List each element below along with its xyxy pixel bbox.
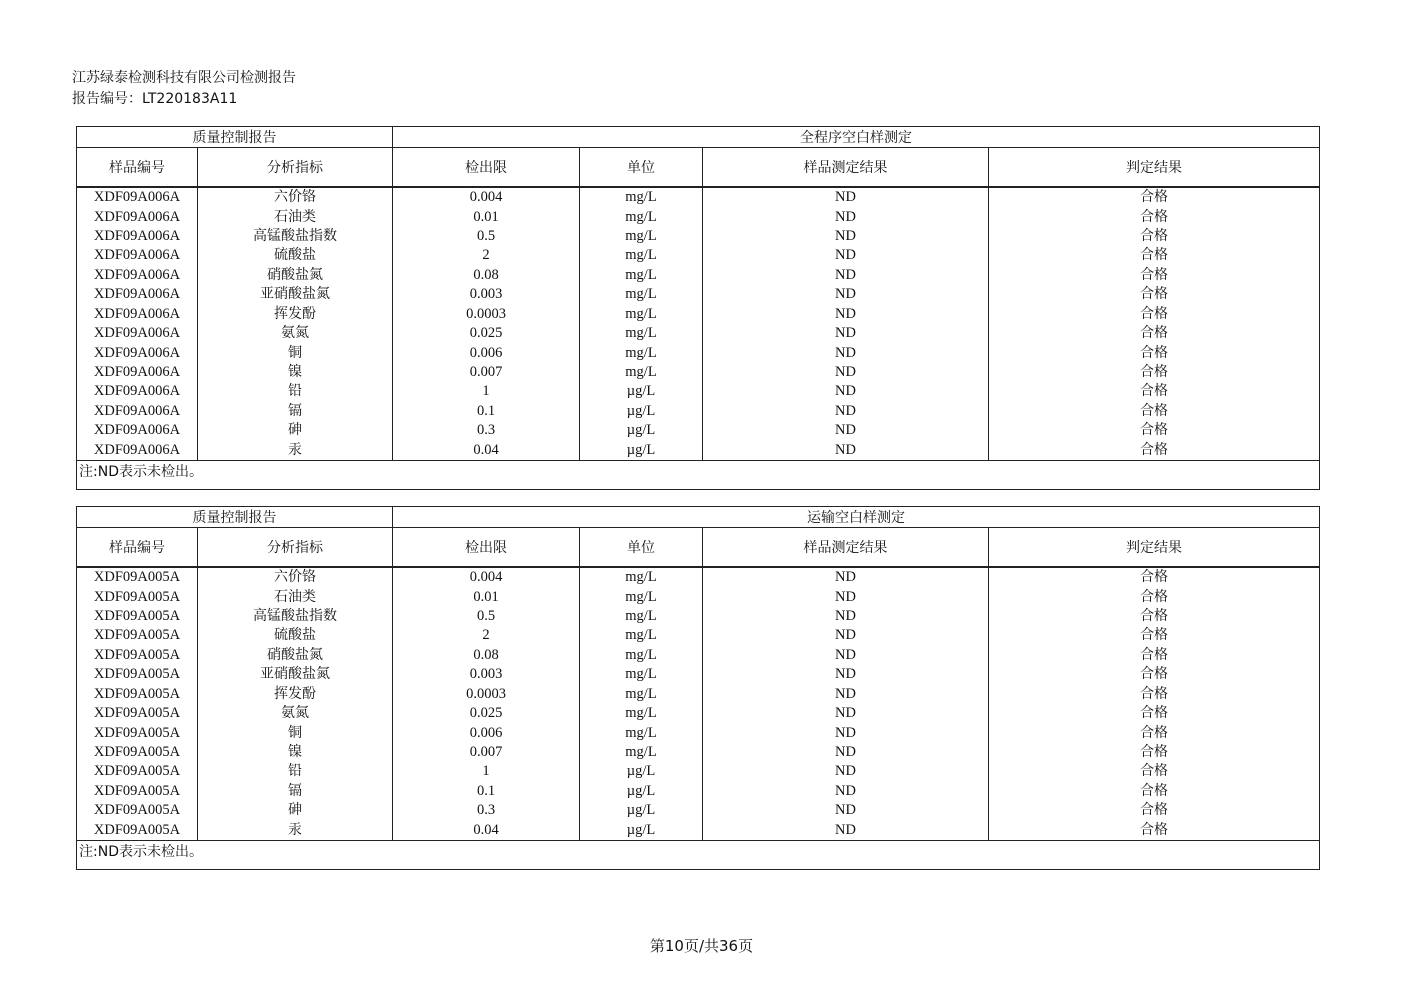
qc-report-title: 质量控制报告	[77, 127, 393, 148]
result-cell: ND	[703, 782, 989, 801]
analyte-cell: 氨氮	[198, 324, 393, 343]
result-cell: ND	[703, 665, 989, 684]
unit-cell: mg/L	[580, 207, 703, 226]
judgement-cell: 合格	[989, 587, 1320, 606]
analyte-cell: 汞	[198, 820, 393, 840]
result-cell: ND	[703, 743, 989, 762]
sample-id-cell: XDF09A006A	[77, 421, 198, 440]
col-detection-limit: 检出限	[393, 528, 580, 568]
result-cell: ND	[703, 187, 989, 207]
unit-cell: mg/L	[580, 227, 703, 246]
sample-id-cell: XDF09A005A	[77, 762, 198, 781]
unit-cell: µg/L	[580, 782, 703, 801]
analyte-cell: 硫酸盐	[198, 246, 393, 265]
judgement-cell: 合格	[989, 227, 1320, 246]
unit-cell: mg/L	[580, 685, 703, 704]
col-sample-id: 样品编号	[77, 148, 198, 188]
unit-cell: µg/L	[580, 820, 703, 840]
sample-id-cell: XDF09A005A	[77, 820, 198, 840]
table-row	[77, 646, 1320, 665]
result-cell: ND	[703, 685, 989, 704]
detection-limit-cell: 0.0003	[393, 305, 580, 324]
table-row	[77, 305, 1320, 324]
sample-id-cell: XDF09A005A	[77, 801, 198, 820]
detection-limit-cell: 0.006	[393, 343, 580, 362]
col-judgement: 判定结果	[989, 528, 1320, 568]
detection-limit-cell: 0.025	[393, 324, 580, 343]
table-row	[77, 762, 1320, 781]
detection-limit-cell: 0.04	[393, 440, 580, 460]
judgement-cell: 合格	[989, 723, 1320, 742]
unit-cell: µg/L	[580, 421, 703, 440]
analyte-cell: 挥发酚	[198, 305, 393, 324]
title-row	[77, 127, 1320, 148]
company-report-title: 江苏绿泰检测科技有限公司检测报告	[72, 70, 296, 86]
analyte-cell: 铅	[198, 762, 393, 781]
result-cell: ND	[703, 820, 989, 840]
test-title: 运输空白样测定	[393, 507, 1320, 528]
qc-table-section-procedure-blank	[0, 126, 1403, 490]
col-analyte: 分析指标	[198, 148, 393, 188]
judgement-cell: 合格	[989, 440, 1320, 460]
result-cell: ND	[703, 266, 989, 285]
detection-limit-cell: 0.04	[393, 820, 580, 840]
detection-limit-cell: 0.003	[393, 285, 580, 304]
analyte-cell: 铜	[198, 723, 393, 742]
unit-cell: mg/L	[580, 305, 703, 324]
analyte-cell: 镉	[198, 782, 393, 801]
table-row	[77, 743, 1320, 762]
table-row	[77, 207, 1320, 226]
detection-limit-cell: 0.01	[393, 587, 580, 606]
table-row	[77, 440, 1320, 460]
analyte-cell: 硝酸盐氮	[198, 266, 393, 285]
table-row	[77, 801, 1320, 820]
judgement-cell: 合格	[989, 402, 1320, 421]
judgement-cell: 合格	[989, 246, 1320, 265]
sample-id-cell: XDF09A005A	[77, 665, 198, 684]
analyte-cell: 砷	[198, 801, 393, 820]
judgement-cell: 合格	[989, 343, 1320, 362]
result-cell: ND	[703, 440, 989, 460]
result-cell: ND	[703, 607, 989, 626]
judgement-cell: 合格	[989, 782, 1320, 801]
table-row	[77, 685, 1320, 704]
judgement-cell: 合格	[989, 646, 1320, 665]
result-cell: ND	[703, 704, 989, 723]
table-row	[77, 782, 1320, 801]
qc-table	[76, 126, 1320, 490]
sample-id-cell: XDF09A006A	[77, 207, 198, 226]
analyte-cell: 亚硝酸盐氮	[198, 665, 393, 684]
sample-id-cell: XDF09A006A	[77, 305, 198, 324]
judgement-cell: 合格	[989, 626, 1320, 645]
judgement-cell: 合格	[989, 285, 1320, 304]
detection-limit-cell: 0.3	[393, 801, 580, 820]
judgement-cell: 合格	[989, 820, 1320, 840]
result-cell: ND	[703, 227, 989, 246]
judgement-cell: 合格	[989, 762, 1320, 781]
result-cell: ND	[703, 723, 989, 742]
unit-cell: mg/L	[580, 626, 703, 645]
judgement-cell: 合格	[989, 685, 1320, 704]
sample-id-cell: XDF09A005A	[77, 587, 198, 606]
sample-id-cell: XDF09A006A	[77, 343, 198, 362]
detection-limit-cell: 0.5	[393, 607, 580, 626]
result-cell: ND	[703, 324, 989, 343]
judgement-cell: 合格	[989, 363, 1320, 382]
table-header	[77, 507, 1320, 568]
judgement-cell: 合格	[989, 207, 1320, 226]
detection-limit-cell: 0.01	[393, 207, 580, 226]
table-body	[77, 567, 1320, 841]
detection-limit-cell: 0.006	[393, 723, 580, 742]
table-row	[77, 665, 1320, 684]
detection-limit-cell: 0.007	[393, 363, 580, 382]
unit-cell: µg/L	[580, 440, 703, 460]
analyte-cell: 六价铬	[198, 187, 393, 207]
detection-limit-cell: 2	[393, 246, 580, 265]
result-cell: ND	[703, 382, 989, 401]
table-row	[77, 227, 1320, 246]
detection-limit-cell: 0.007	[393, 743, 580, 762]
detection-limit-cell: 0.003	[393, 665, 580, 684]
unit-cell: µg/L	[580, 382, 703, 401]
sample-id-cell: XDF09A005A	[77, 607, 198, 626]
note-row	[77, 461, 1320, 490]
detection-limit-cell: 0.025	[393, 704, 580, 723]
judgement-cell: 合格	[989, 743, 1320, 762]
table-row	[77, 421, 1320, 440]
sample-id-cell: XDF09A005A	[77, 704, 198, 723]
result-cell: ND	[703, 207, 989, 226]
unit-cell: mg/L	[580, 646, 703, 665]
result-cell: ND	[703, 343, 989, 362]
analyte-cell: 硝酸盐氮	[198, 646, 393, 665]
table-row	[77, 187, 1320, 207]
analyte-cell: 砷	[198, 421, 393, 440]
col-result: 样品测定结果	[703, 528, 989, 568]
judgement-cell: 合格	[989, 704, 1320, 723]
judgement-cell: 合格	[989, 665, 1320, 684]
result-cell: ND	[703, 285, 989, 304]
unit-cell: mg/L	[580, 266, 703, 285]
table-row	[77, 266, 1320, 285]
unit-cell: mg/L	[580, 665, 703, 684]
table-footer	[77, 461, 1320, 490]
sample-id-cell: XDF09A006A	[77, 382, 198, 401]
sample-id-cell: XDF09A006A	[77, 246, 198, 265]
col-sample-id: 样品编号	[77, 528, 198, 568]
test-title: 全程序空白样测定	[393, 127, 1320, 148]
page-number: 第10页/共36页	[649, 937, 754, 955]
sample-id-cell: XDF09A005A	[77, 646, 198, 665]
sample-id-cell: XDF09A006A	[77, 440, 198, 460]
analyte-cell: 六价铬	[198, 567, 393, 587]
note-row	[77, 841, 1320, 870]
col-unit: 单位	[580, 528, 703, 568]
col-detection-limit: 检出限	[393, 148, 580, 188]
unit-cell: mg/L	[580, 743, 703, 762]
sample-id-cell: XDF09A005A	[77, 782, 198, 801]
table-row	[77, 246, 1320, 265]
sample-id-cell: XDF09A005A	[77, 567, 198, 587]
result-cell: ND	[703, 363, 989, 382]
table-row	[77, 587, 1320, 606]
judgement-cell: 合格	[989, 801, 1320, 820]
detection-limit-cell: 0.08	[393, 266, 580, 285]
col-analyte: 分析指标	[198, 528, 393, 568]
title-row	[77, 507, 1320, 528]
table-row	[77, 363, 1320, 382]
result-cell: ND	[703, 421, 989, 440]
column-header-row	[77, 528, 1320, 568]
sample-id-cell: XDF09A006A	[77, 324, 198, 343]
unit-cell: mg/L	[580, 363, 703, 382]
sample-id-cell: XDF09A006A	[77, 266, 198, 285]
detection-limit-cell: 0.3	[393, 421, 580, 440]
analyte-cell: 铜	[198, 343, 393, 362]
table-row	[77, 324, 1320, 343]
sample-id-cell: XDF09A005A	[77, 626, 198, 645]
analyte-cell: 硫酸盐	[198, 626, 393, 645]
detection-limit-cell: 1	[393, 382, 580, 401]
result-cell: ND	[703, 626, 989, 645]
sample-id-cell: XDF09A006A	[77, 227, 198, 246]
sample-id-cell: XDF09A006A	[77, 285, 198, 304]
analyte-cell: 高锰酸盐指数	[198, 607, 393, 626]
detection-limit-cell: 0.1	[393, 782, 580, 801]
table-row	[77, 607, 1320, 626]
unit-cell: mg/L	[580, 246, 703, 265]
unit-cell: mg/L	[580, 324, 703, 343]
judgement-cell: 合格	[989, 607, 1320, 626]
table-row	[77, 402, 1320, 421]
sample-id-cell: XDF09A005A	[77, 743, 198, 762]
judgement-cell: 合格	[989, 324, 1320, 343]
analyte-cell: 镍	[198, 363, 393, 382]
col-unit: 单位	[580, 148, 703, 188]
judgement-cell: 合格	[989, 187, 1320, 207]
result-cell: ND	[703, 646, 989, 665]
sample-id-cell: XDF09A005A	[77, 685, 198, 704]
result-cell: ND	[703, 801, 989, 820]
analyte-cell: 铅	[198, 382, 393, 401]
analyte-cell: 氨氮	[198, 704, 393, 723]
table-note: 注:ND表示未检出。	[77, 841, 1320, 870]
col-judgement: 判定结果	[989, 148, 1320, 188]
judgement-cell: 合格	[989, 421, 1320, 440]
qc-table	[76, 506, 1320, 870]
qc-report-title: 质量控制报告	[77, 507, 393, 528]
unit-cell: mg/L	[580, 607, 703, 626]
analyte-cell: 石油类	[198, 587, 393, 606]
judgement-cell: 合格	[989, 266, 1320, 285]
unit-cell: µg/L	[580, 762, 703, 781]
unit-cell: mg/L	[580, 567, 703, 587]
qc-table-section-transport-blank	[0, 506, 1403, 870]
table-row	[77, 626, 1320, 645]
unit-cell: mg/L	[580, 285, 703, 304]
analyte-cell: 高锰酸盐指数	[198, 227, 393, 246]
unit-cell: µg/L	[580, 801, 703, 820]
judgement-cell: 合格	[989, 382, 1320, 401]
report-number: 报告编号：LT220183A11	[72, 91, 238, 107]
analyte-cell: 镍	[198, 743, 393, 762]
sample-id-cell: XDF09A006A	[77, 363, 198, 382]
table-row	[77, 820, 1320, 840]
table-footer	[77, 841, 1320, 870]
detection-limit-cell: 0.0003	[393, 685, 580, 704]
unit-cell: mg/L	[580, 704, 703, 723]
result-cell: ND	[703, 402, 989, 421]
detection-limit-cell: 1	[393, 762, 580, 781]
detection-limit-cell: 0.5	[393, 227, 580, 246]
unit-cell: µg/L	[580, 402, 703, 421]
sample-id-cell: XDF09A006A	[77, 187, 198, 207]
detection-limit-cell: 0.1	[393, 402, 580, 421]
unit-cell: mg/L	[580, 187, 703, 207]
analyte-cell: 石油类	[198, 207, 393, 226]
table-row	[77, 285, 1320, 304]
result-cell: ND	[703, 246, 989, 265]
table-row	[77, 723, 1320, 742]
detection-limit-cell: 0.004	[393, 567, 580, 587]
detection-limit-cell: 0.004	[393, 187, 580, 207]
analyte-cell: 汞	[198, 440, 393, 460]
detection-limit-cell: 0.08	[393, 646, 580, 665]
judgement-cell: 合格	[989, 567, 1320, 587]
unit-cell: mg/L	[580, 723, 703, 742]
table-row	[77, 567, 1320, 587]
unit-cell: mg/L	[580, 587, 703, 606]
column-header-row	[77, 148, 1320, 188]
table-note: 注:ND表示未检出。	[77, 461, 1320, 490]
analyte-cell: 镉	[198, 402, 393, 421]
detection-limit-cell: 2	[393, 626, 580, 645]
analyte-cell: 挥发酚	[198, 685, 393, 704]
col-result: 样品测定结果	[703, 148, 989, 188]
sample-id-cell: XDF09A005A	[77, 723, 198, 742]
result-cell: ND	[703, 567, 989, 587]
analyte-cell: 亚硝酸盐氮	[198, 285, 393, 304]
table-row	[77, 704, 1320, 723]
unit-cell: mg/L	[580, 343, 703, 362]
sample-id-cell: XDF09A006A	[77, 402, 198, 421]
table-row	[77, 382, 1320, 401]
result-cell: ND	[703, 762, 989, 781]
table-body	[77, 187, 1320, 461]
result-cell: ND	[703, 305, 989, 324]
judgement-cell: 合格	[989, 305, 1320, 324]
table-header	[77, 127, 1320, 188]
result-cell: ND	[703, 587, 989, 606]
table-row	[77, 343, 1320, 362]
